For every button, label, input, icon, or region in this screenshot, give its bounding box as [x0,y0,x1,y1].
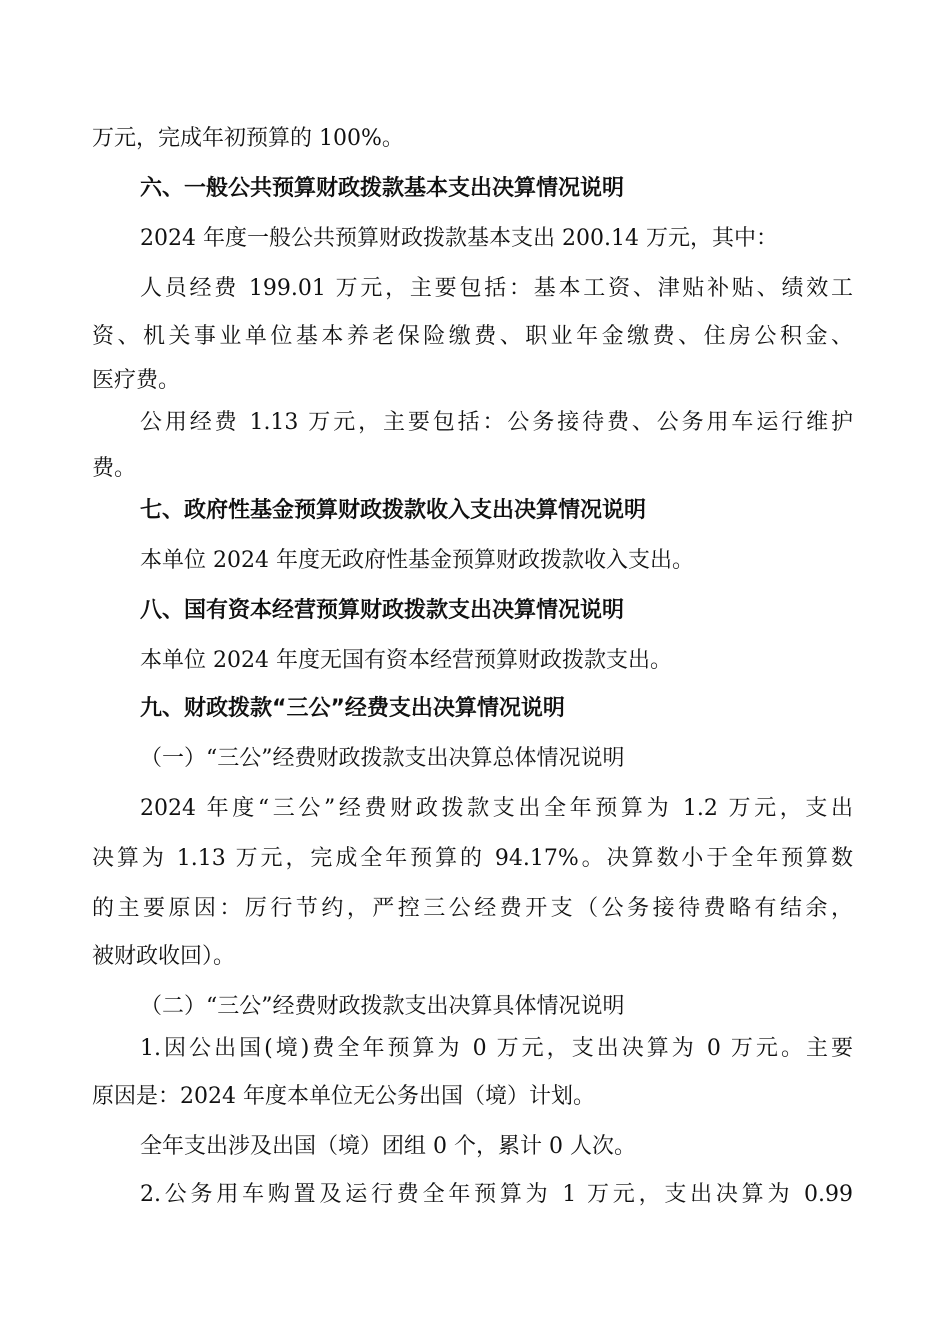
section-heading-eight: 八、国有资本经营预算财政拨款支出决算情况说明 [140,598,625,623]
paragraph-line: 医疗费。 [92,368,181,393]
paragraph-line: 万元，完成年初预算的 100%。 [92,126,404,151]
paragraph-line: 资、机关事业单位基本养老保险缴费、职业年金缴费、住房公积金、 [92,324,853,349]
paragraph-line: 公用经费 1.13 万元，主要包括：公务接待费、公务用车运行维护 [140,410,853,435]
paragraph-line: 费。 [92,456,137,481]
paragraph-line: 本单位 2024 年度无政府性基金预算财政拨款收入支出。 [140,548,694,573]
section-heading-seven: 七、政府性基金预算财政拨款收入支出决算情况说明 [140,498,647,523]
paragraph-line: 人员经费 199.01 万元，主要包括：基本工资、津贴补贴、绩效工 [140,276,853,301]
section-heading-six: 六、一般公共预算财政拨款基本支出决算情况说明 [140,176,625,201]
paragraph-line: 原因是：2024 年度本单位无公务出国（境）计划。 [92,1084,595,1109]
paragraph-line: 的主要原因：厉行节约，严控三公经费开支（公务接待费略有结余， [92,896,853,921]
paragraph-line: 决算为 1.13 万元，完成全年预算的 94.17%。决算数小于全年预算数 [92,846,853,871]
paragraph-line: 2.公务用车购置及运行费全年预算为 1 万元，支出决算为 0.99 [140,1182,853,1207]
paragraph-line: 2024 年度一般公共预算财政拨款基本支出 200.14 万元，其中： [140,226,778,251]
paragraph-line: 被财政收回）。 [92,944,236,969]
paragraph-line: 1.因公出国(境)费全年预算为 0 万元，支出决算为 0 万元。主要 [140,1036,853,1061]
section-heading-nine: 九、财政拨款“三公”经费支出决算情况说明 [140,696,565,721]
subsection-heading-two: （二）“三公”经费财政拨款支出决算具体情况说明 [140,994,625,1019]
subsection-heading-one: （一）“三公”经费财政拨款支出决算总体情况说明 [140,746,625,771]
paragraph-line: 本单位 2024 年度无国有资本经营预算财政拨款支出。 [140,648,672,673]
paragraph-line: 全年支出涉及出国（境）团组 0 个，累计 0 人次。 [140,1134,636,1159]
paragraph-line: 2024 年度“三公”经费财政拨款支出全年预算为 1.2 万元，支出 [140,796,853,821]
